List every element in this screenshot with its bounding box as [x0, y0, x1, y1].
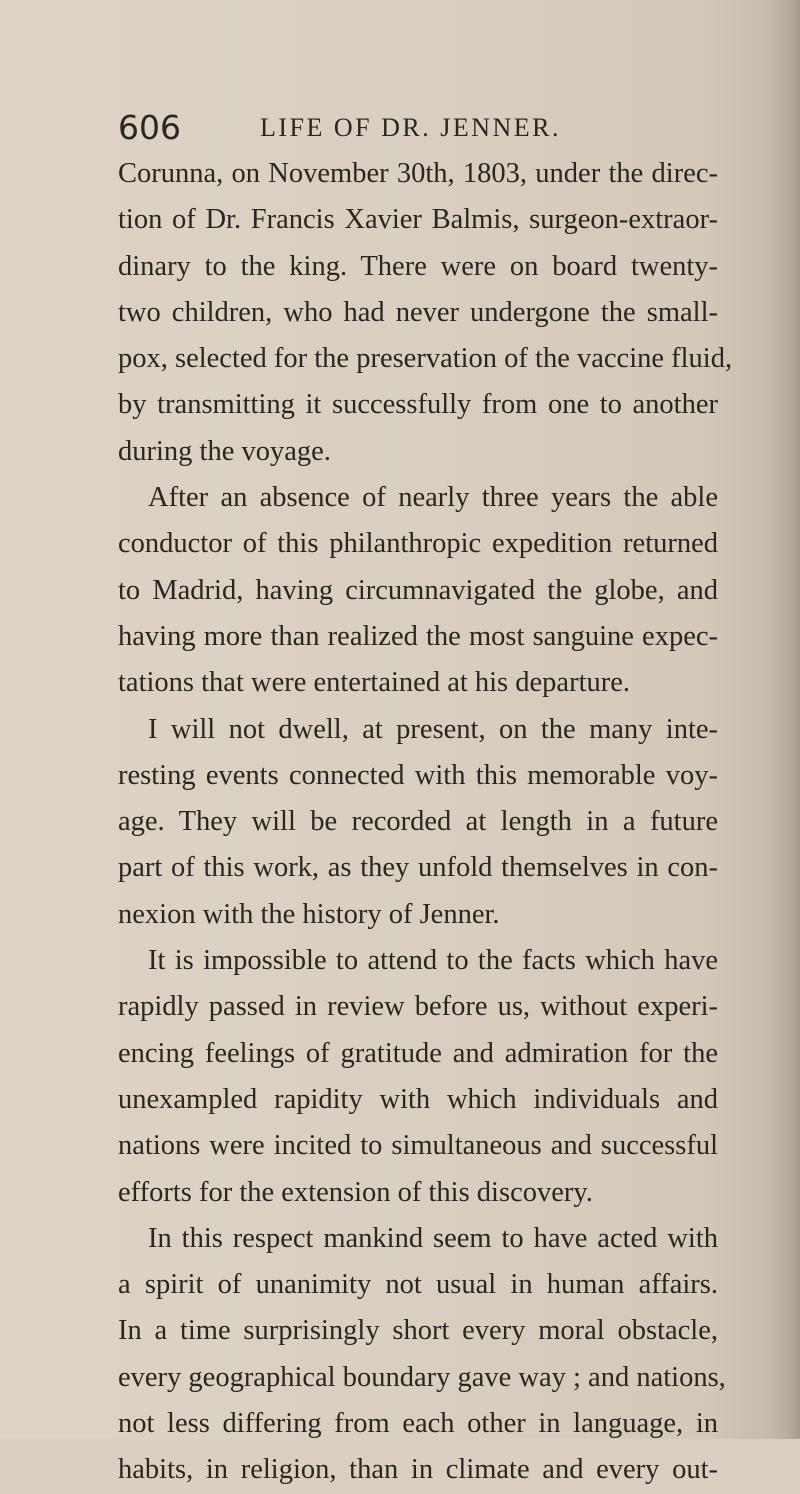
text-line: by transmitting it successfully from one to another [118, 389, 718, 421]
text-line: during the voyage. [118, 435, 331, 467]
text-line: part of this work, as they unfold themselves in con- [118, 852, 718, 884]
text-line: tations that were entertained at his departure. [118, 667, 630, 699]
text-line: unexampled rapidity with which individuals and [118, 1083, 718, 1115]
text-line: habits, in religion, than in climate and every out- [118, 1454, 718, 1486]
text-line: Corunna, on November 30th, 1803, under the direc- [118, 158, 718, 189]
running-title: LIFE OF DR. JENNER. [260, 113, 562, 142]
text-line: nations were incited to simultaneous and successful [118, 1130, 718, 1162]
text-line: nexion with the history of Jenner. [118, 898, 500, 930]
text-line: I will not dwell, at present, on the many inte- [148, 713, 718, 745]
text-line: In this respect mankind seem to have acted with [148, 1222, 718, 1254]
text-line: conductor of this philanthropic expedition returned [118, 528, 718, 560]
text-line: a spirit of unanimity not usual in human affairs. [118, 1269, 718, 1301]
text-line: It is impossible to attend to the facts which have [148, 945, 718, 977]
text-line: rapidly passed in review before us, without experi- [118, 991, 718, 1023]
page-header [118, 105, 718, 151]
text-line: to Madrid, having circumnavigated the globe, and [118, 574, 718, 606]
text-line: After an absence of nearly three years the able [148, 482, 718, 514]
text-line: age. They will be recorded at length in a future [118, 806, 718, 838]
page-number: 606 [118, 108, 181, 147]
text-line: encing feelings of gratitude and admiration for the [118, 1037, 718, 1069]
text-line: pox, selected for the preservation of the vaccine fluid, [118, 343, 733, 375]
text-line: having more than realized the most sanguine expec- [118, 620, 718, 652]
page-edge-shadow [770, 0, 800, 1439]
body-text [118, 151, 733, 1494]
text-line: not less differing from each other in language, in [118, 1408, 718, 1440]
text-line: resting events connected with this memorable voy- [118, 759, 718, 791]
text-line: two children, who had never undergone the small- [118, 296, 718, 328]
text-line: dinary to the king. There were on board twenty- [118, 250, 718, 282]
text-line: efforts for the extension of this discovery. [118, 1176, 593, 1208]
text-line: In a time surprisingly short every moral obstacle, [118, 1315, 718, 1347]
text-line: every geographical boundary gave way ; and nations, [118, 1361, 726, 1393]
text-line: tion of Dr. Francis Xavier Balmis, surgeon-extraor- [118, 204, 718, 236]
